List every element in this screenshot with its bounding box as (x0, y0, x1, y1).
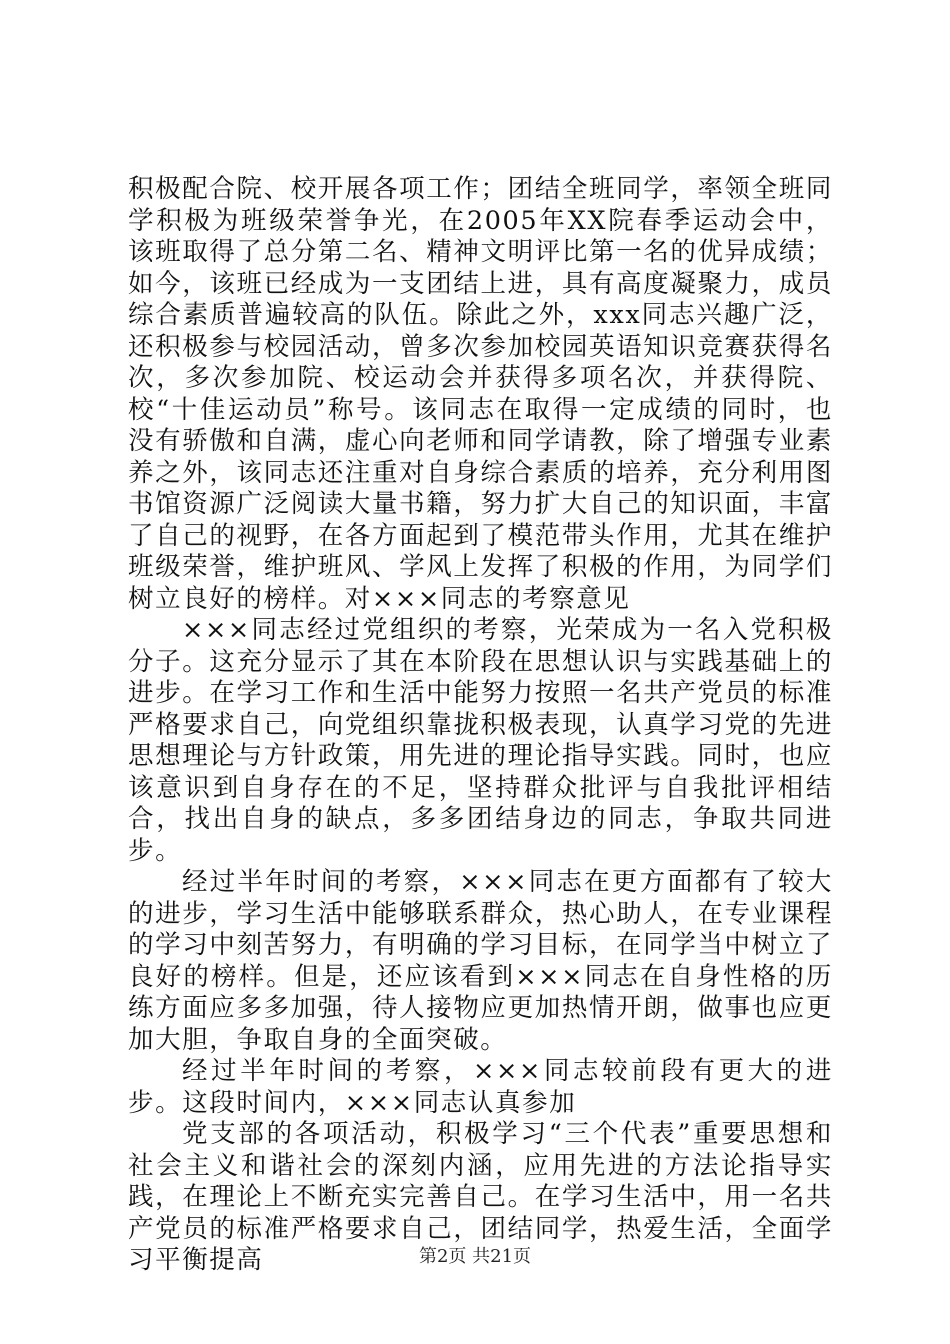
paragraph-3: 经过半年时间的考察，×××同志在更方面都有了较大的进步，学习生活中能够联系群众，热心助人，在专业课程的学习中刻苦努力，有明确的学习目标，在同学当中树立了良好的榜样。但是，还应该看到×××同志在自身性格的历练方面应多多加强，待人接物应更加热情开朗，做事也应更加大胆，争取自身的全面突破。 (128, 867, 833, 1055)
document-body (128, 174, 833, 1277)
paragraph-4: 经过半年时间的考察，×××同志较前段有更大的进步。这段时间内，×××同志认真参加 (128, 1056, 833, 1118)
paragraph-2: ×××同志经过党组织的考察，光荣成为一名入党积极分子。这充分显示了其在本阶段在思想认识与实践基础上的进步。在学习工作和生活中能努力按照一名共产党员的标准严格要求自己，向党组织靠拢积极表现，认真学习党的先进思想理论与方针政策，用先进的理论指导实践。同时，也应该意识到自身存在的不足，坚持群众批评与自我批评相结合，找出自身的缺点，多多团结身边的同志，争取共同进步。 (128, 615, 833, 866)
paragraph-5: 党支部的各项活动，积极学习“三个代表”重要思想和社会主义和谐社会的深刻内涵，应用先进的方法论指导实践，在理论上不断充实完善自己。在学习生活中，用一名共产党员的标准严格要求自己，团结同学，热爱生活，全面学习平衡提高 (128, 1119, 833, 1275)
page-footer: 第2页 共21页 (418, 1246, 532, 1267)
paragraph-1: 积极配合院、校开展各项工作；团结全班同学，率领全班同学积极为班级荣誉争光，在2005年XX院春季运动会中，该班取得了总分第二名、精神文明评比第一名的优异成绩；如今，该班已经成为一支团结上进，具有高度凝聚力，成员综合素质普遍较高的队伍。除此之外，xxx同志兴趣广泛，还积极参与校园活动，曾多次参加校园英语知识竞赛获得名次，多次参加院、校运动会并获得多项名次，并获得院、校“十佳运动员”称号。该同志在取得一定成绩的同时，也没有骄傲和自满，虚心向老师和同学请教，除了增强专业素养之外，该同志还注重对自身综合素质的培养，充分利用图书馆资源广泛阅读大量书籍，努力扩大自己的知识面，丰富了自己的视野，在各方面起到了模范带头作用，尤其在维护班级荣誉，维护班风、学风上发挥了积极的作用，为同学们树立良好的榜样。对×××同志的考察意见 (128, 174, 833, 614)
